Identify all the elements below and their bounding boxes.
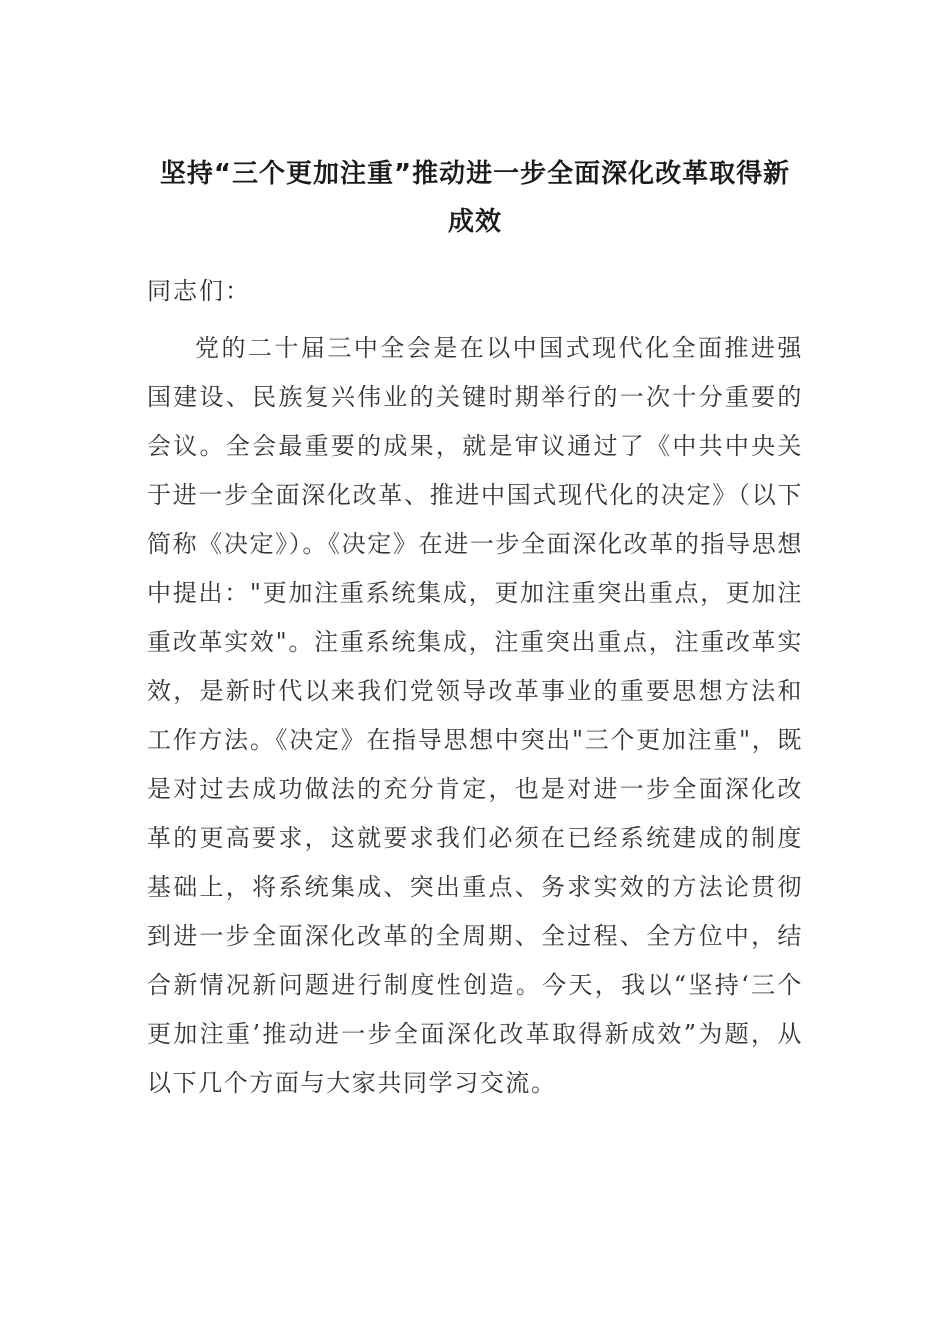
salutation: 同志们： bbox=[147, 277, 251, 305]
body-paragraph: 党的二十届三中全会是在以中国式现代化全面推进强国建设、民族复兴伟业的关键时期举行的一次十分重要的会议。全会最重要的成果，就是审议通过了《中共中央关于进一步全面深化改革、推进中国式现代化的决定》（以下简称《决定》）。《决定》在进一步全面深化改革的指导思想中提出："更加注重系统集成，更加注重突出重点，更加注重改革实效"。注重系统集成，注重突出重点，注重改革实效，是新时代以来我们党领导改革事业的重要思想方法和工作方法。《决定》在指导思想中突出"三个更加注重"，既是对过去成功做法的充分肯定，也是对进一步全面深化改革的更高要求，这就要求我们必须在已经系统建成的制度基础上，将系统集成、突出重点、务求实效的方法论贯彻到进一步全面深化改革的全周期、全过程、全方位中，结合新情况新问题进行制度性创造。今天，我以“坚持‘三个更加注重’推动进一步全面深化改革取得新成效”为题，从以下几个方面与大家共同学习交流。 bbox=[147, 334, 803, 1097]
document-title: 坚持“三个更加注重”推动进一步全面深化改革取得新成效 bbox=[159, 159, 791, 237]
